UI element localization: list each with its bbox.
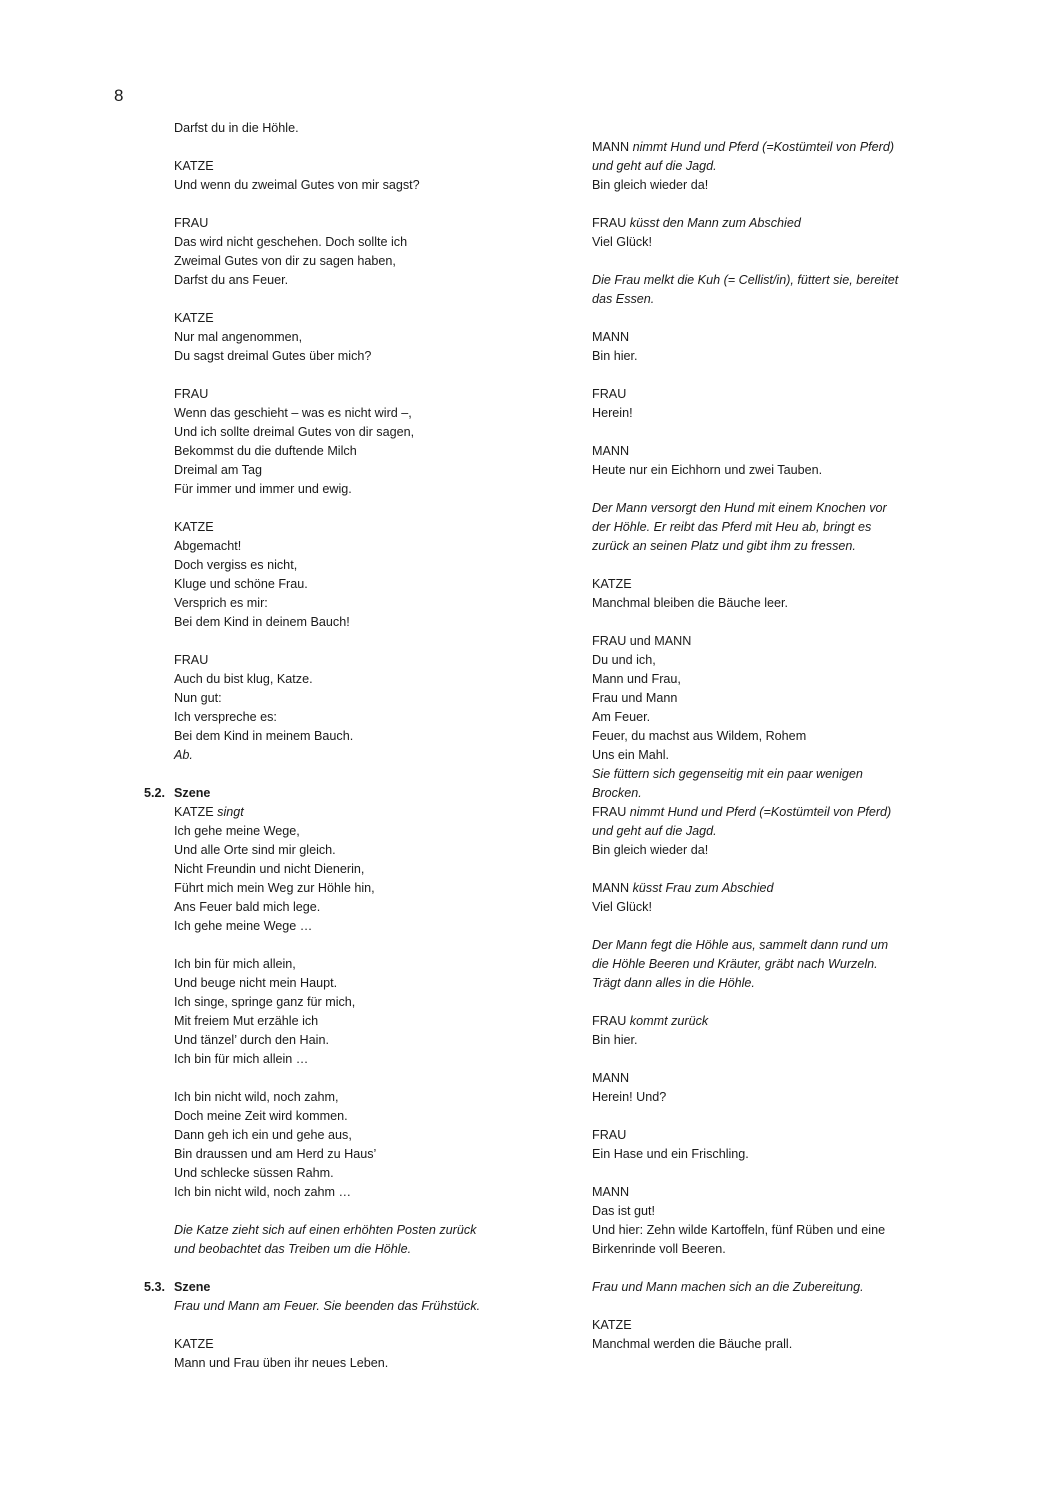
line-text: Die Katze zieht sich auf einen erhöhten Posten zurück — [174, 1223, 477, 1237]
block-gap — [592, 252, 962, 271]
stage-direction-line — [592, 974, 962, 993]
text-line — [174, 651, 554, 670]
stage-direction-line — [592, 271, 962, 290]
line-text: Doch vergiss es nicht, — [174, 558, 298, 572]
line-text: KATZE — [592, 1318, 632, 1332]
line-text: Und schlecke süssen Rahm. — [174, 1166, 334, 1180]
line-text: MANN — [592, 444, 630, 458]
line-text: Führt mich mein Weg zur Höhle hin, — [174, 881, 375, 895]
text-line — [592, 708, 962, 727]
line-text: Versprich es mir: — [174, 596, 268, 610]
line-text: Bekommst du die duftende Milch — [174, 444, 357, 458]
text-line — [592, 1126, 962, 1145]
stage-direction-line — [174, 1297, 554, 1316]
scene-heading — [144, 1278, 554, 1297]
line-text: Wenn das geschieht – was es nicht wird –, — [174, 406, 412, 420]
line-text: Mann und Frau üben ihr neues Leben. — [174, 1356, 389, 1370]
text-line — [592, 898, 962, 917]
text-line — [592, 442, 962, 461]
block-gap — [592, 195, 962, 214]
text-line — [174, 442, 554, 461]
text-line — [592, 1145, 962, 1164]
text-line — [174, 898, 554, 917]
page-number: 8 — [114, 86, 124, 105]
text-line — [592, 1183, 962, 1202]
text-line — [174, 1164, 554, 1183]
stage-direction: kommt zurück — [629, 1014, 709, 1028]
line-text: Ab. — [174, 748, 193, 762]
text-line — [174, 480, 554, 499]
line-text: Herein! Und? — [592, 1090, 667, 1104]
block-gap — [174, 366, 554, 385]
text-line — [174, 917, 554, 936]
text-line — [592, 1031, 962, 1050]
text-line — [592, 404, 962, 423]
text-line — [174, 233, 554, 252]
line-text: FRAU — [174, 216, 209, 230]
text-line — [592, 461, 962, 480]
text-line — [592, 1069, 962, 1088]
line-text: Ich singe, springe ganz für mich, — [174, 995, 356, 1009]
text-line — [592, 138, 962, 157]
line-text: Feuer, du machst aus Wildem, Rohem — [592, 729, 807, 743]
text-line — [174, 1088, 554, 1107]
text-line — [174, 1354, 554, 1373]
text-line — [174, 518, 554, 537]
line-text: Viel Glück! — [592, 235, 652, 249]
text-line — [174, 822, 554, 841]
text-line — [174, 1335, 554, 1354]
text-line — [592, 1202, 962, 1221]
text-line — [174, 879, 554, 898]
line-text: Bin gleich wieder da! — [592, 178, 709, 192]
line-text: der Höhle. Er reibt das Pferd mit Heu ab, bringt es — [592, 520, 872, 534]
text-line — [174, 1050, 554, 1069]
block-gap — [592, 1164, 962, 1183]
stage-direction: singt — [217, 805, 244, 819]
text-line — [174, 860, 554, 879]
scene-label: Szene — [174, 786, 211, 800]
stage-direction-line — [592, 537, 962, 556]
text-line — [174, 157, 554, 176]
line-text: Abgemacht! — [174, 539, 242, 553]
line-text: Manchmal werden die Bäuche prall. — [592, 1337, 793, 1351]
block-gap — [174, 632, 554, 651]
block-gap — [592, 309, 962, 328]
line-text: Nur mal angenommen, — [174, 330, 303, 344]
line-text: Und ich sollte dreimal Gutes von dir sagen, — [174, 425, 415, 439]
text-line — [174, 575, 554, 594]
line-text: Nun gut: — [174, 691, 222, 705]
text-line — [592, 727, 962, 746]
line-text: FRAU — [592, 216, 627, 230]
text-line — [592, 1088, 962, 1107]
text-line — [174, 271, 554, 290]
line-text: Ich bin nicht wild, noch zahm … — [174, 1185, 352, 1199]
text-line — [174, 214, 554, 233]
stage-direction-line — [592, 955, 962, 974]
stage-direction-line — [592, 936, 962, 955]
line-text: Birkenrinde voll Beeren. — [592, 1242, 726, 1256]
line-text: Uns ein Mahl. — [592, 748, 669, 762]
text-line — [592, 176, 962, 195]
text-line — [174, 727, 554, 746]
line-text: Ans Feuer bald mich lege. — [174, 900, 321, 914]
line-text: und geht auf die Jagd. — [592, 824, 717, 838]
block-gap — [174, 1316, 554, 1335]
line-text: Bei dem Kind in deinem Bauch! — [174, 615, 350, 629]
line-text: Der Mann versorgt den Hund mit einem Knochen vor — [592, 501, 887, 515]
line-text: die Höhle Beeren und Kräuter, gräbt nach Wurzeln. — [592, 957, 878, 971]
line-text: Die Frau melkt die Kuh (= Cellist/in), füttert sie, bereitet — [592, 273, 899, 287]
line-text: KATZE — [174, 159, 214, 173]
text-line — [174, 119, 554, 138]
left-column — [144, 119, 554, 1373]
text-line — [174, 556, 554, 575]
line-text: und beobachtet das Treiben um die Höhle. — [174, 1242, 412, 1256]
text-line — [174, 841, 554, 860]
stage-direction: nimmt Hund und Pferd (=Kostümteil von Pferd) — [632, 140, 895, 154]
block-gap — [592, 860, 962, 879]
text-line — [174, 309, 554, 328]
block-gap — [174, 138, 554, 157]
text-line — [174, 1183, 554, 1202]
line-text: Und wenn du zweimal Gutes von mir sagst? — [174, 178, 420, 192]
line-text: KATZE — [174, 805, 214, 819]
line-text: Bei dem Kind in meinem Bauch. — [174, 729, 354, 743]
text-line — [174, 404, 554, 423]
stage-direction: küsst den Mann zum Abschied — [629, 216, 801, 230]
line-text: MANN — [592, 330, 630, 344]
line-text: Auch du bist klug, Katze. — [174, 672, 313, 686]
line-text: KATZE — [592, 577, 632, 591]
line-text: Mann und Frau, — [592, 672, 681, 686]
block-gap — [174, 290, 554, 309]
line-text: Frau und Mann — [592, 691, 678, 705]
block-gap — [592, 480, 962, 499]
line-text: Und beuge nicht mein Haupt. — [174, 976, 338, 990]
text-line — [174, 423, 554, 442]
line-text: KATZE — [174, 520, 214, 534]
text-line — [592, 575, 962, 594]
block-gap — [592, 423, 962, 442]
block-gap — [592, 1297, 962, 1316]
line-text: Darfst du in die Höhle. — [174, 121, 299, 135]
text-line — [592, 841, 962, 860]
text-line — [592, 1221, 962, 1240]
text-line — [174, 708, 554, 727]
line-text: KATZE — [174, 1337, 214, 1351]
block-gap — [174, 936, 554, 955]
scene-heading — [144, 784, 554, 803]
line-text: Ich bin für mich allein, — [174, 957, 296, 971]
block-gap — [174, 1259, 554, 1278]
text-line — [174, 461, 554, 480]
scene-number: 5.2. — [144, 786, 166, 800]
text-line — [174, 1126, 554, 1145]
line-text: Das ist gut! — [592, 1204, 655, 1218]
stage-direction-line — [592, 518, 962, 537]
line-text: Brocken. — [592, 786, 642, 800]
stage-direction-line — [592, 1278, 962, 1297]
line-text: Du und ich, — [592, 653, 656, 667]
line-text: Manchmal bleiben die Bäuche leer. — [592, 596, 789, 610]
line-text: zurück an seinen Platz und gibt ihm zu fressen. — [592, 539, 856, 553]
stage-direction-line — [592, 157, 962, 176]
line-text: Bin hier. — [592, 1033, 638, 1047]
line-text: Nicht Freundin und nicht Dienerin, — [174, 862, 365, 876]
block-gap — [592, 366, 962, 385]
line-text: Mit freiem Mut erzähle ich — [174, 1014, 319, 1028]
text-line — [174, 670, 554, 689]
line-text: Der Mann fegt die Höhle aus, sammelt dann rund um — [592, 938, 889, 952]
line-text: Sie füttern sich gegenseitig mit ein paar wenigen — [592, 767, 863, 781]
line-text: Bin hier. — [592, 349, 638, 363]
block-gap — [592, 1259, 962, 1278]
text-line — [174, 613, 554, 632]
line-text: Doch meine Zeit wird kommen. — [174, 1109, 348, 1123]
stage-direction-line — [592, 290, 962, 309]
text-line — [174, 328, 554, 347]
scene-number: 5.3. — [144, 1280, 166, 1294]
stage-direction: küsst Frau zum Abschied — [632, 881, 774, 895]
line-text: Und tänzel’ durch den Hain. — [174, 1033, 329, 1047]
text-line — [174, 252, 554, 271]
stage-direction-line — [592, 499, 962, 518]
line-text: MANN — [592, 881, 630, 895]
text-line — [174, 1107, 554, 1126]
text-line — [174, 803, 554, 822]
line-text: Ich gehe meine Wege, — [174, 824, 300, 838]
block-gap — [592, 613, 962, 632]
line-text: das Essen. — [592, 292, 655, 306]
stage-direction-line — [174, 1221, 554, 1240]
line-text: und geht auf die Jagd. — [592, 159, 717, 173]
line-text: Zweimal Gutes von dir zu sagen haben, — [174, 254, 396, 268]
line-text: Ich verspreche es: — [174, 710, 277, 724]
text-line — [174, 689, 554, 708]
text-line — [174, 1031, 554, 1050]
stage-direction-line — [592, 784, 962, 803]
text-line — [592, 594, 962, 613]
line-text: Viel Glück! — [592, 900, 652, 914]
text-line — [592, 632, 962, 651]
line-text: Heute nur ein Eichhorn und zwei Tauben. — [592, 463, 823, 477]
right-column — [592, 138, 962, 1354]
line-text: Dreimal am Tag — [174, 463, 262, 477]
block-gap — [592, 993, 962, 1012]
line-text: Für immer und immer und ewig. — [174, 482, 352, 496]
line-text: Dann geh ich ein und gehe aus, — [174, 1128, 352, 1142]
text-line — [592, 651, 962, 670]
text-line — [592, 347, 962, 366]
text-line — [174, 993, 554, 1012]
block-gap — [174, 1202, 554, 1221]
line-text: Frau und Mann machen sich an die Zubereitung. — [592, 1280, 864, 1294]
line-text: Ich bin nicht wild, noch zahm, — [174, 1090, 339, 1104]
text-line — [592, 1240, 962, 1259]
scene-label: Szene — [174, 1280, 211, 1294]
block-gap — [592, 917, 962, 936]
text-line — [592, 879, 962, 898]
line-text: KATZE — [174, 311, 214, 325]
line-text: Trägt dann alles in die Höhle. — [592, 976, 755, 990]
line-text: FRAU — [592, 1014, 627, 1028]
stage-direction-line — [592, 765, 962, 784]
line-text: Bin gleich wieder da! — [592, 843, 709, 857]
text-line — [174, 537, 554, 556]
line-text: Kluge und schöne Frau. — [174, 577, 308, 591]
line-text: Bin draussen und am Herd zu Haus’ — [174, 1147, 377, 1161]
text-line — [592, 1335, 962, 1354]
text-line — [592, 689, 962, 708]
stage-direction: nimmt Hund und Pferd (=Kostümteil von Pferd) — [629, 805, 892, 819]
stage-direction-line — [174, 746, 554, 765]
text-line — [174, 176, 554, 195]
stage-direction-line — [592, 822, 962, 841]
text-line — [592, 233, 962, 252]
line-text: MANN — [592, 1185, 630, 1199]
text-line — [592, 803, 962, 822]
block-gap — [174, 195, 554, 214]
line-text: Herein! — [592, 406, 633, 420]
line-text: Darfst du ans Feuer. — [174, 273, 289, 287]
text-line — [174, 974, 554, 993]
line-text: Ich gehe meine Wege … — [174, 919, 313, 933]
block-gap — [592, 556, 962, 575]
line-text: FRAU — [592, 805, 627, 819]
block-gap — [174, 1069, 554, 1088]
text-line — [592, 1012, 962, 1031]
line-text: MANN — [592, 1071, 630, 1085]
text-line — [592, 670, 962, 689]
line-text: Und alle Orte sind mir gleich. — [174, 843, 336, 857]
text-line — [174, 347, 554, 366]
text-line — [592, 328, 962, 347]
text-line — [592, 746, 962, 765]
block-gap — [174, 765, 554, 784]
block-gap — [592, 1050, 962, 1069]
line-text: Du sagst dreimal Gutes über mich? — [174, 349, 372, 363]
block-gap — [592, 1107, 962, 1126]
text-line — [592, 385, 962, 404]
line-text: FRAU — [174, 387, 209, 401]
text-line — [174, 1012, 554, 1031]
text-line — [174, 1145, 554, 1164]
line-text: Das wird nicht geschehen. Doch sollte ich — [174, 235, 408, 249]
text-line — [174, 594, 554, 613]
line-text: FRAU — [592, 1128, 627, 1142]
line-text: Und hier: Zehn wilde Kartoffeln, fünf Rüben und eine — [592, 1223, 886, 1237]
line-text: FRAU — [592, 387, 627, 401]
line-text: Ich bin für mich allein … — [174, 1052, 309, 1066]
line-text: FRAU und MANN — [592, 634, 692, 648]
line-text: Frau und Mann am Feuer. Sie beenden das Frühstück. — [174, 1299, 481, 1313]
text-line — [174, 385, 554, 404]
line-text: FRAU — [174, 653, 209, 667]
text-line — [592, 1316, 962, 1335]
stage-direction-line — [174, 1240, 554, 1259]
block-gap — [174, 499, 554, 518]
text-line — [592, 214, 962, 233]
line-text: Ein Hase und ein Frischling. — [592, 1147, 749, 1161]
text-line — [174, 955, 554, 974]
line-text: MANN — [592, 140, 630, 154]
line-text: Am Feuer. — [592, 710, 651, 724]
